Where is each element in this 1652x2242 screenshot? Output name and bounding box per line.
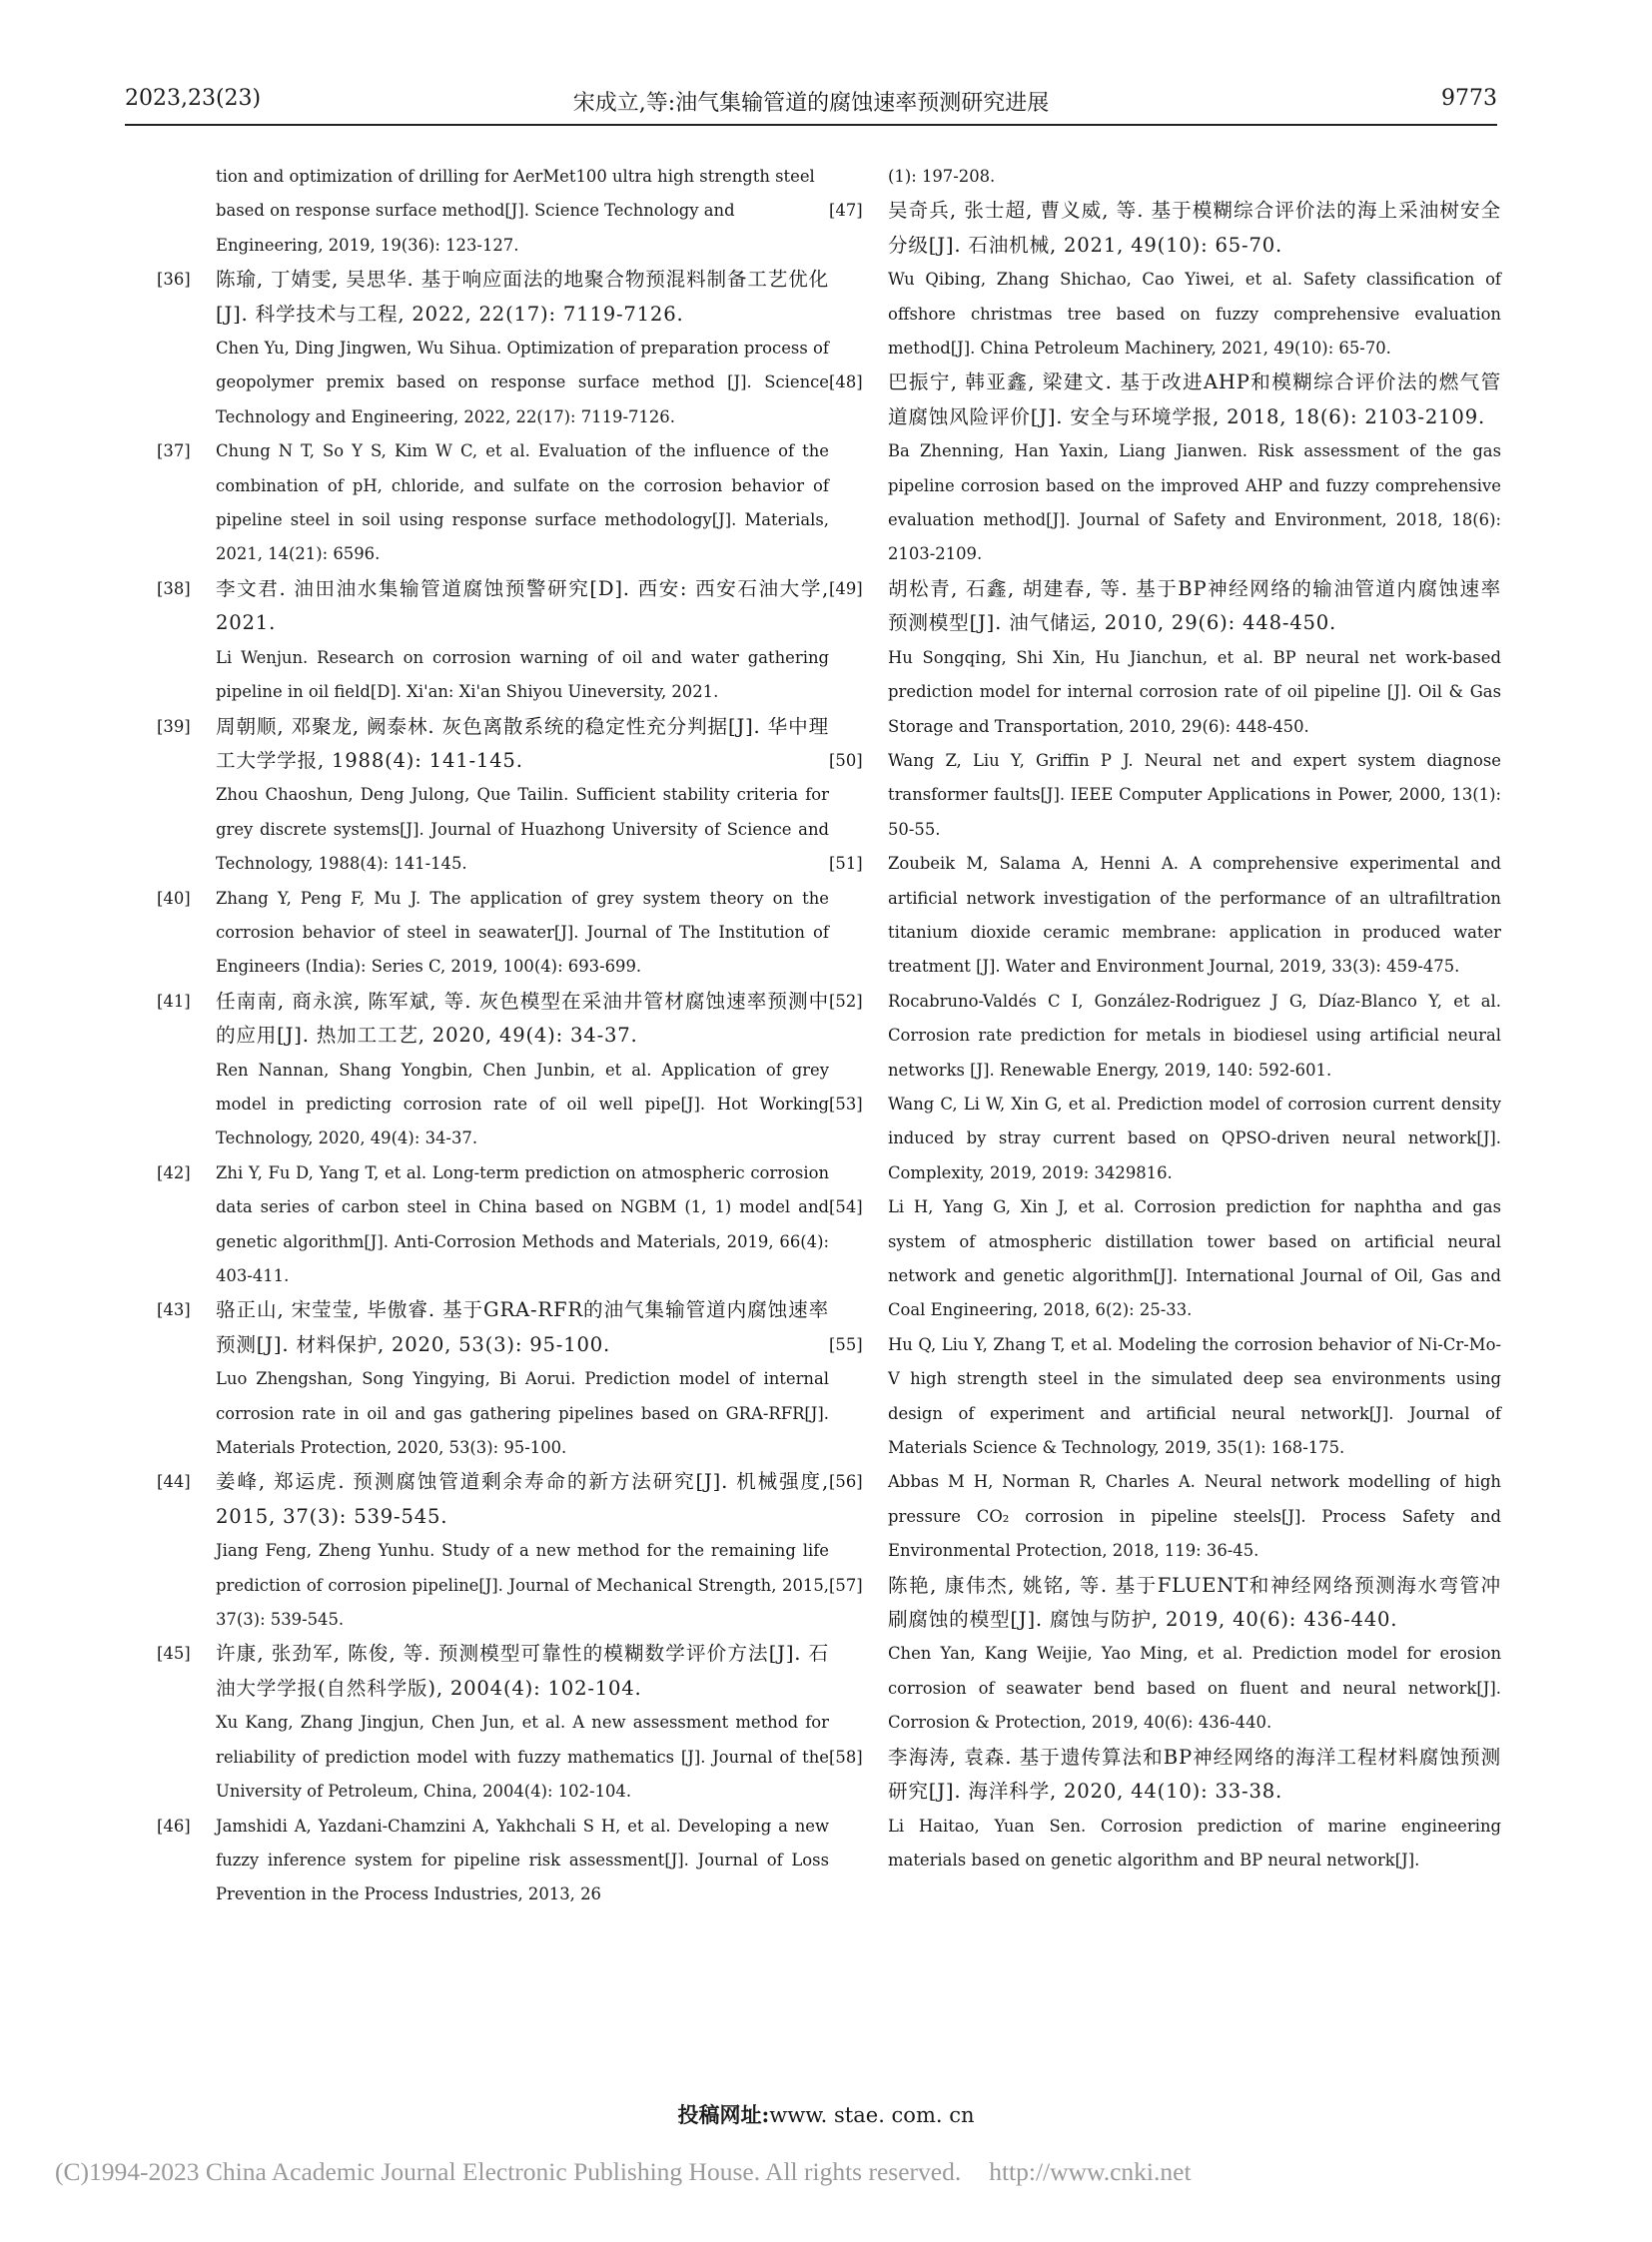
reference-english-text: Zhi Y, Fu D, Yang T, et al. Long-term prediction on atmospheric corrosion data series of carbon steel in China based on NGBM (1, 1) model and genetic algorithm[J]. Anti-Corrosion Methods and Materials, 2019, 66(4): 403-411. (216, 1162, 829, 1285)
reference-number: [51] (829, 854, 863, 874)
reference-english-text: Hu Songqing, Shi Xin, Hu Jianchun, et al. BP neural net work-based prediction model for internal corrosion rate of oil pipeline [J]. Oil & Gas Storage and Transportation, 2010, 29(6): 448-450. (888, 647, 1501, 736)
reference-number: [49] (829, 578, 863, 598)
reference-item (829, 1741, 1501, 1878)
reference-number: [45] (157, 1644, 191, 1664)
reference-number: [50] (829, 750, 863, 770)
copyright-text: (C)1994-2023 China Academic Journal Electronic Publishing House. All rights reserved. (55, 2157, 962, 2186)
reference-number: [48] (829, 373, 863, 392)
reference-column-left (157, 160, 829, 1912)
reference-english-text: Zoubeik M, Salama A, Henni A. A comprehensive experimental and artificial network investigation of the performance of an ultrafiltration titanium dioxide ceramic membrane: application in produced water treatment [J]. Water and Environment Journal, 2019, 33(3): 459-475. (888, 854, 1501, 977)
reference-english-text: Jiang Feng, Zheng Yunhu. Study of a new method for the remaining life prediction of corrosion pipeline[J]. Journal of Mechanical Strength, 2015, 37(3): 539-545. (216, 1541, 829, 1630)
article-title-header: 宋成立,等:油气集输管道的腐蚀速率预测研究进展 (572, 91, 1050, 116)
reference-number: [36] (157, 270, 191, 290)
reference-chinese-text: 姜峰, 郑运虎. 预测腐蚀管道剩余寿命的新方法研究[J]. 机械强度, 2015, 37(3): 539-545. (216, 1470, 829, 1528)
reference-item (157, 434, 829, 572)
reference-english-text: Li Wenjun. Research on corrosion warning of oil and water gathering pipeline in oil field[D]. Xi'an: Xi'an Shiyou Uineversity, 2021. (216, 647, 829, 702)
reference-english-text: Ren Nannan, Shang Yongbin, Chen Junbin, et al. Application of grey model in predicting corrosion rate of oil well pipe[J]. Hot Working Technology, 2020, 49(4): 34-37. (216, 1060, 829, 1148)
page-number: 9773 (1441, 86, 1497, 111)
reference-number: [47] (829, 201, 863, 221)
submission-url (0, 2099, 1652, 2129)
reference-english-text: Rocabruno-Valdés C I, González-Rodriguez J G, Díaz-Blanco Y, et al. Corrosion rate prediction for metals in biodiesel using artificial neural networks [J]. Renewable Energy, 2019, 140: 592-601. (888, 991, 1501, 1080)
running-header (125, 86, 1497, 126)
reference-item (829, 1465, 1501, 1568)
reference-item (157, 985, 829, 1156)
reference-chinese-text: 吴奇兵, 张士超, 曹义威, 等. 基于模糊综合评价法的海上采油树安全分级[J]. 石油机械, 2021, 49(10): 65-70. (888, 199, 1501, 257)
reference-chinese-text: 陈瑜, 丁婧雯, 吴思华. 基于响应面法的地聚合物预混料制备工艺优化[J]. 科学技术与工程, 2022, 22(17): 7119-7126. (216, 268, 829, 326)
submission-label: 投稿网址: (677, 2102, 770, 2127)
cnki-link[interactable]: http://www.cnki.net (989, 2157, 1192, 2186)
reference-english-text: Chen Yu, Ding Jingwen, Wu Sihua. Optimization of preparation process of geopolymer premix based on response surface method [J]. Science Technology and Engineering, 2022, 22(17): 7119-7126. (216, 339, 829, 426)
reference-item (829, 847, 1501, 985)
reference-number: [52] (829, 991, 863, 1011)
reference-item (829, 1190, 1501, 1328)
reference-number: [43] (157, 1300, 191, 1320)
reference-item (829, 1328, 1501, 1466)
reference-english-text: Jamshidi A, Yazdani-Chamzini A, Yakhchali S H, et al. Developing a new fuzzy inference system for pipeline risk assessment[J]. Journal of Loss Prevention in the Process Industries, 2013, 26 (216, 1816, 829, 1904)
reference-number: [44] (157, 1472, 191, 1492)
reference-item (829, 366, 1501, 571)
reference-chinese-text: 许康, 张劲军, 陈俊, 等. 预测模型可靠性的模糊数学评价方法[J]. 石油大学学报(自然科学版), 2004(4): 102-104. (216, 1642, 829, 1700)
reference-number: [46] (157, 1816, 191, 1836)
reference-english-text: Xu Kang, Zhang Jingjun, Chen Jun, et al. A new assessment method for reliability of prediction model with fuzzy mathematics [J]. Journal of the University of Petroleum, China, 2004(4): 102-104. (216, 1713, 829, 1802)
reference-chinese-text: 陈艳, 康伟杰, 姚铭, 等. 基于FLUENT和神经网络预测海水弯管冲刷腐蚀的模型[J]. 腐蚀与防护, 2019, 40(6): 436-440. (888, 1573, 1501, 1632)
reference-number: [38] (157, 578, 191, 598)
reference-chinese-text: 骆正山, 宋莹莹, 毕傲睿. 基于GRA-RFR的油气集输管道内腐蚀速率预测[J]. 材料保护, 2020, 53(3): 95-100. (216, 1298, 829, 1356)
copyright-watermark (55, 2157, 1192, 2187)
reference-number: [37] (157, 441, 191, 461)
reference-item (829, 572, 1501, 744)
reference-item (157, 710, 829, 882)
reference-english-text: Chen Yan, Kang Weijie, Yao Ming, et al. Prediction model for erosion corrosion of seawater bend based on fluent and neural network[J]. Corrosion & Protection, 2019, 40(6): 436-440. (888, 1644, 1501, 1733)
reference-column-right (829, 160, 1501, 1877)
reference-number: [58] (829, 1747, 863, 1767)
submission-link[interactable]: www. stae. com. cn (769, 2103, 975, 2127)
reference-english-text: Wang C, Li W, Xin G, et al. Prediction model of corrosion current density induced by stray current based on QPSO-driven neural network[J]. Complexity, 2019, 2019: 3429816. (888, 1094, 1501, 1182)
reference-chinese-text: 周朝顺, 邓聚龙, 阙泰林. 灰色离散系统的稳定性充分判据[J]. 华中理工大学学报, 1988(4): 141-145. (216, 714, 829, 772)
reference-english-text: Zhang Y, Peng F, Mu J. The application of grey system theory on the corrosion behavior of steel in seawater[J]. Journal of The Institution of Engineers (India): Series C, 2019, 100(4): 693-699. (216, 888, 829, 977)
reference-item (157, 1156, 829, 1294)
reference-item (829, 194, 1501, 366)
reference-english-text: Ba Zhenning, Han Yaxin, Liang Jianwen. Risk assessment of the gas pipeline corrosion based on the improved AHP and fuzzy comprehensive evaluation method[J]. Journal of Safety and Environment, 2018, 18(6): 2103-2109. (888, 441, 1501, 564)
reference-item (157, 263, 829, 434)
reference-chinese-text: 李海涛, 袁森. 基于遗传算法和BP神经网络的海洋工程材料腐蚀预测研究[J]. 海洋科学, 2020, 44(10): 33-38. (888, 1745, 1501, 1804)
reference-item (829, 1569, 1501, 1741)
reference-english-text: Abbas M H, Norman R, Charles A. Neural network modelling of high pressure CO₂ corrosion in pipeline steels[J]. Process Safety and Environmental Protection, 2018, 119: 36-45. (888, 1472, 1501, 1561)
reference-item (829, 985, 1501, 1088)
reference-item (829, 1088, 1501, 1190)
journal-issue: 2023,23(23) (125, 86, 262, 111)
reference-item (157, 1810, 829, 1912)
reference-english-text: Zhou Chaoshun, Deng Julong, Que Tailin. Sufficient stability criteria for grey discrete systems[J]. Journal of Huazhong University of Science and Technology, 1988(4): 141-145. (216, 785, 829, 874)
reference-number: [57] (829, 1575, 863, 1595)
reference-number: [40] (157, 888, 191, 908)
reference-number: [53] (829, 1094, 863, 1114)
reference-english-text: Wang Z, Liu Y, Griffin P J. Neural net and expert system diagnose transformer faults[J]. IEEE Computer Applications in Power, 2000, 13(1): 50-55. (888, 750, 1501, 839)
reference-english-text: Luo Zhengshan, Song Yingying, Bi Aorui. Prediction model of internal corrosion rate in oil and gas gathering pipelines based on GRA-RFR[J]. Materials Protection, 2020, 53(3): 95-100. (216, 1369, 829, 1458)
reference-number: [56] (829, 1472, 863, 1492)
reference-item (157, 1637, 829, 1809)
reference-item (157, 882, 829, 985)
reference-number: [55] (829, 1334, 863, 1354)
reference-number: [41] (157, 991, 191, 1011)
reference-english-text: Chung N T, So Y S, Kim W C, et al. Evaluation of the influence of the combination of pH, chloride, and sulfate on the corrosion behavior of pipeline steel in soil using response surface methodology[J]. Materials, 2021, 14(21): 6596. (216, 441, 829, 564)
reference-chinese-text: 巴振宁, 韩亚鑫, 梁建文. 基于改进AHP和模糊综合评价法的燃气管道腐蚀风险评价[J]. 安全与环境学报, 2018, 18(6): 2103-2109. (888, 371, 1501, 428)
reference-item (157, 1293, 829, 1465)
reference-number: [54] (829, 1197, 863, 1217)
reference-continuation: tion and optimization of drilling for AerMet100 ultra high strength steel based on response surface method[J]. Science Technology and Engineering, 2019, 19(36): 123-127. (216, 167, 815, 255)
reference-chinese-text: 胡松青, 石鑫, 胡建春, 等. 基于BP神经网络的输油管道内腐蚀速率预测模型[J]. 油气储运, 2010, 29(6): 448-450. (888, 576, 1501, 635)
reference-continuation: (1): 197-208. (888, 167, 996, 186)
reference-item (157, 572, 829, 710)
reference-chinese-text: 李文君. 油田油水集输管道腐蚀预警研究[D]. 西安: 西安石油大学, 2021. (216, 576, 829, 635)
reference-chinese-text: 任南南, 商永滨, 陈军斌, 等. 灰色模型在采油井管材腐蚀速率预测中的应用[J]. 热加工工艺, 2020, 49(4): 34-37. (216, 989, 829, 1048)
reference-english-text: Li H, Yang G, Xin J, et al. Corrosion prediction for naphtha and gas system of atmospheric distillation tower based on artificial neural network and genetic algorithm[J]. International Journal of Oil, Gas and Coal Engineering, 2018, 6(2): 25-33. (888, 1197, 1501, 1320)
reference-item (157, 1465, 829, 1637)
reference-english-text: Wu Qibing, Zhang Shichao, Cao Yiwei, et al. Safety classification of offshore christmas tree based on fuzzy comprehensive evaluation method[J]. China Petroleum Machinery, 2021, 49(10): 65-70. (888, 270, 1501, 359)
reference-number: [42] (157, 1162, 191, 1182)
reference-english-text: Li Haitao, Yuan Sen. Corrosion prediction of marine engineering materials based on genetic algorithm and BP neural network[J]. (888, 1816, 1501, 1869)
reference-item (829, 744, 1501, 847)
reference-number: [39] (157, 716, 191, 736)
reference-english-text: Hu Q, Liu Y, Zhang T, et al. Modeling the corrosion behavior of Ni-Cr-Mo-V high strength steel in the simulated deep sea environments using design of experiment and artificial neural network[J]. Journal of Materials Science & Technology, 2019, 35(1): 168-175. (888, 1334, 1501, 1458)
